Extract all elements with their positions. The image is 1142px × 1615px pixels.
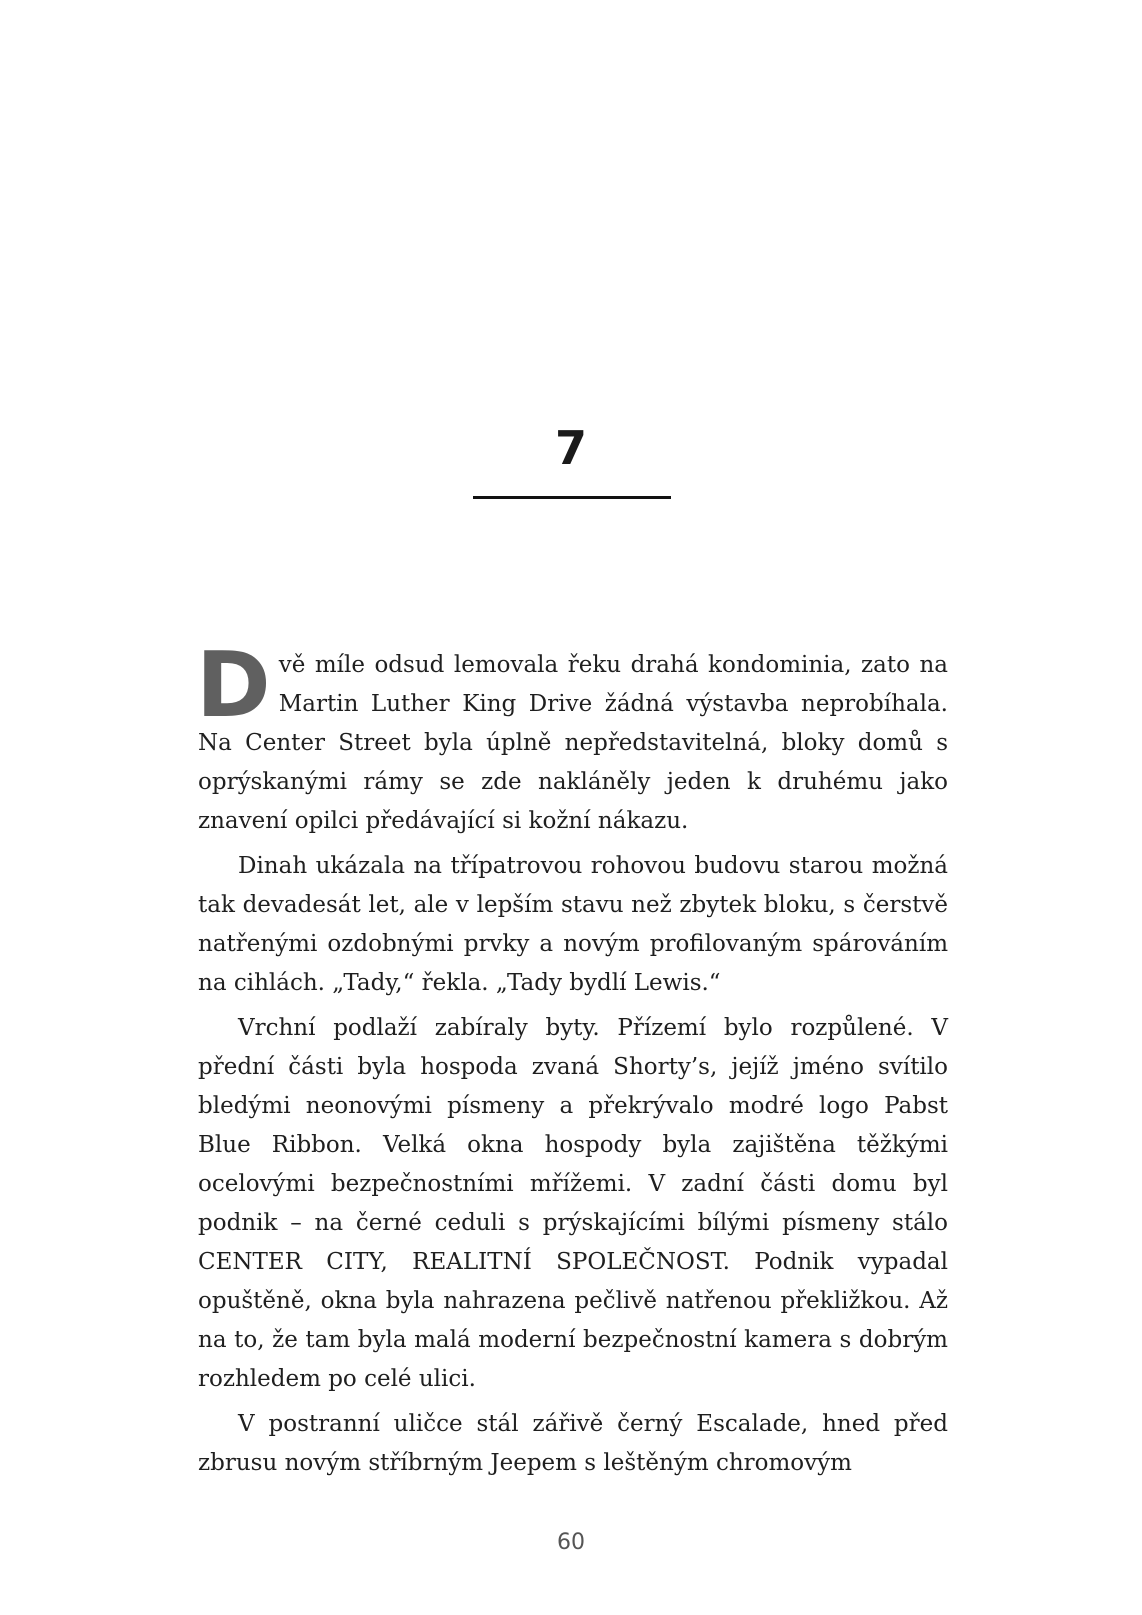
page-number: 60: [557, 1530, 585, 1555]
paragraph: Vrchní podlaží zabíraly byty. Přízemí bylo rozpůlené. V přední části byla hospoda zvaná Shorty’s, jejíž jméno svítilo bledými neonovými písmeny a překrývalo modré logo Pabst Blue Ribbon. Velká okna hospody byla zajištěna těžkými ocelovými bezpečnostními mřížemi. V zadní části domu byl podnik – na černé ceduli s prýskajícími bílými písmeny stálo CENTER CITY, REALITNÍ SPOLEČNOST. Podnik vypadal opuštěně, okna byla nahrazena pečlivě natřenou překližkou. Až na to, že tam byla malá moderní bezpečnostní kamera s dobrým rozhledem po celé ulici.: [198, 1015, 948, 1392]
drop-cap: D: [196, 633, 271, 738]
paragraph: [196, 633, 948, 841]
chapter-divider: [473, 496, 671, 499]
chapter-number: 7: [554, 421, 587, 475]
body-text: [196, 633, 948, 1483]
paragraph-text: vě míle odsud lemovala řeku drahá kondominia, zato na Martin Luther King Drive žádná výstavba neprobíhala. Na Center Street byla úplně nepředstavitelná, bloky domů s oprýskanými rámy se zde nakláněly jeden k druhému jako znavení opilci předávající si kožní nákazu.: [198, 652, 948, 834]
paragraph: Dinah ukázala na třípatrovou rohovou budovu starou možná tak devadesát let, ale v lepším stavu než zbytek bloku, s čerstvě natřenými ozdobnými prvky a novým profilovaným spárováním na cihlách. „Tady,“ řekla. „Tady bydlí Lewis.“: [198, 853, 948, 996]
paragraph: V postranní uličce stál zářivě černý Escalade, hned před zbrusu novým stříbrným Jeepem s leštěným chromovým: [198, 1411, 948, 1476]
